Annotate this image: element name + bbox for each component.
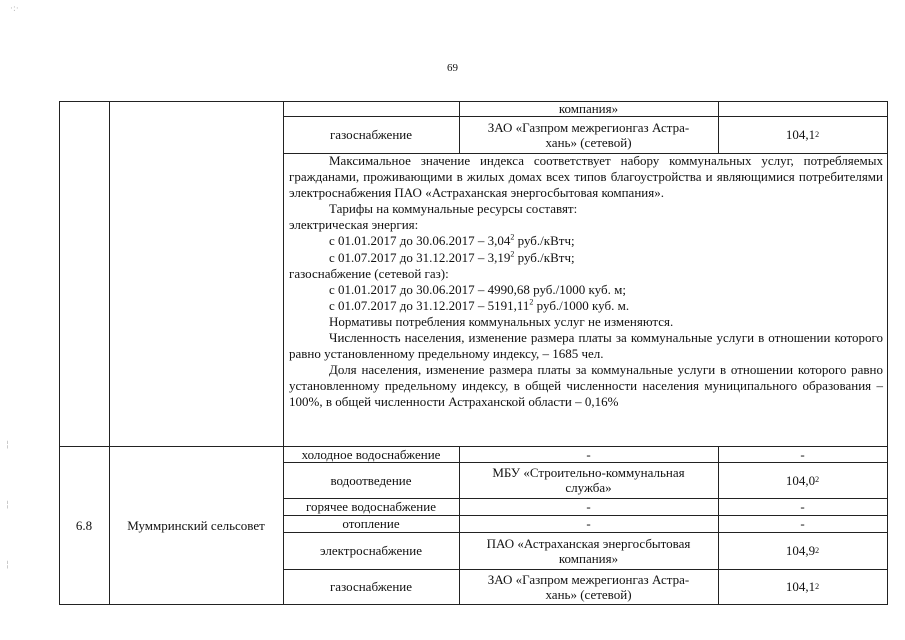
narrative-paragraph — [289, 250, 883, 266]
tariff-unit: руб./1000 куб. м. — [533, 297, 630, 313]
scan-artifact: ·:· — [10, 4, 19, 14]
supplier-line: компания» — [558, 550, 619, 566]
narrative-paragraph: электрическая энергия: — [289, 217, 419, 233]
index-cell: 104,1 2 — [785, 127, 820, 142]
footnote-mark: 2 — [510, 249, 515, 259]
narrative-paragraph: Доля населения, изменение размера платы за коммунальные услуги в отношении которого равно установленному предельному индексу, в общей численности населения муниципального образования – 100%, в общей численности Астраханской области – 0,16% — [289, 362, 883, 410]
service-text: холодное водоснабжение — [301, 446, 441, 462]
service-text: водоотведение — [330, 472, 412, 488]
narrative-paragraph: газоснабжение (сетевой газ): — [289, 265, 449, 281]
supplier-cell — [459, 116, 718, 153]
scan-artifact: ¦ — [6, 440, 10, 450]
tariff-text: с 01.07.2017 до 31.12.2017 – 5191,11 — [329, 297, 530, 313]
service-text: горячее водоснабжение — [306, 499, 436, 514]
footnote-mark: 2 — [510, 233, 515, 243]
service-text: отопление — [342, 516, 400, 531]
municipality-cell — [109, 446, 283, 605]
page-number: 69 — [447, 62, 458, 74]
supplier-cell — [459, 462, 718, 498]
index-value: - — [800, 516, 805, 531]
index-cell: 104,9 2 — [785, 543, 820, 558]
supplier-line: МБУ «Строительно-коммунальная — [492, 465, 685, 480]
service-text: газоснабжение — [329, 127, 413, 142]
narrative-text — [289, 153, 883, 411]
service-text: газоснабжение — [329, 579, 413, 594]
tariff-unit: руб./кВтч; — [514, 233, 575, 249]
narrative-paragraph: Максимальное значение индекса соответствует набору коммунальных услуг, потребляемых гражданами, проживающими в жилых домах всех типов благоустройства и являющимися потребителями электроснабжения ПАО «Астраханская энергосбытовая компания». — [289, 153, 883, 201]
index-value: - — [800, 446, 805, 462]
narrative-paragraph: Тарифы на коммунальные ресурсы составят: — [329, 201, 578, 217]
tariff-text: с 01.07.2017 до 31.12.2017 – 3,19 — [329, 249, 511, 265]
narrative-paragraph: Нормативы потребления коммунальных услуг не изменяются. — [329, 313, 674, 329]
service-cell — [283, 532, 459, 569]
index-cell — [718, 446, 887, 462]
section-number-cell — [59, 446, 109, 605]
scan-artifact: ¦ — [6, 560, 10, 570]
table-right-border — [887, 101, 888, 605]
municipality-name: Муммринский сельсовет — [127, 518, 265, 533]
service-cell — [283, 498, 459, 515]
section-number: 6.8 — [75, 518, 93, 533]
tariff-table — [59, 101, 888, 605]
service-cell — [283, 515, 459, 532]
service-cell — [283, 116, 459, 153]
supplier-cell — [459, 569, 718, 604]
service-cell — [283, 462, 459, 498]
supplier-text: - — [586, 446, 591, 462]
footnote-mark: 2 — [529, 297, 534, 307]
supplier-text: - — [586, 499, 591, 514]
narrative-paragraph — [289, 298, 883, 314]
service-cell — [283, 569, 459, 604]
tariff-text: с 01.01.2017 до 30.06.2017 – 3,04 — [329, 233, 511, 249]
service-cell — [283, 446, 459, 462]
index-cell: 104,1 2 — [785, 579, 820, 594]
index-value: - — [800, 499, 805, 514]
supplier-text: - — [586, 516, 591, 531]
supplier-cell — [459, 515, 718, 532]
supplier-line: хань» (сетевой) — [545, 134, 632, 150]
supplier-cell — [459, 532, 718, 569]
supplier-cell — [459, 498, 718, 515]
supplier-cell — [459, 446, 718, 462]
index-cell — [718, 515, 887, 532]
narrative-paragraph: с 01.01.2017 до 30.06.2017 – 4990,68 руб./1000 куб. м; — [329, 281, 626, 297]
index-value: 104,0 — [785, 472, 816, 488]
supplier-line: ПАО «Астраханская энергосбытовая — [486, 535, 691, 551]
service-text: электроснабжение — [320, 543, 422, 558]
index-cell: 104,0 2 — [785, 472, 820, 488]
tariff-unit: руб./кВтч; — [514, 249, 575, 265]
index-value: 104,9 — [785, 543, 816, 558]
index-value: 104,1 — [785, 579, 816, 594]
narrative-paragraph — [289, 233, 883, 249]
index-cell — [718, 498, 887, 515]
index-value: 104,1 — [785, 127, 816, 142]
narrative-paragraph: Численность населения, изменение размера платы за коммунальные услуги в отношении которого равно установленному предельному индексу, – 1685 чел. — [289, 330, 883, 362]
supplier-line: ЗАО «Газпром межрегионгаз Астра- — [487, 119, 690, 135]
supplier-line: хань» (сетевой) — [545, 586, 632, 602]
supplier-text: компания» — [558, 101, 619, 116]
supplier-cell — [459, 101, 718, 116]
scan-artifact: ¦ — [6, 500, 10, 510]
supplier-line: ЗАО «Газпром межрегионгаз Астра- — [487, 571, 690, 587]
supplier-line: служба» — [565, 480, 612, 495]
